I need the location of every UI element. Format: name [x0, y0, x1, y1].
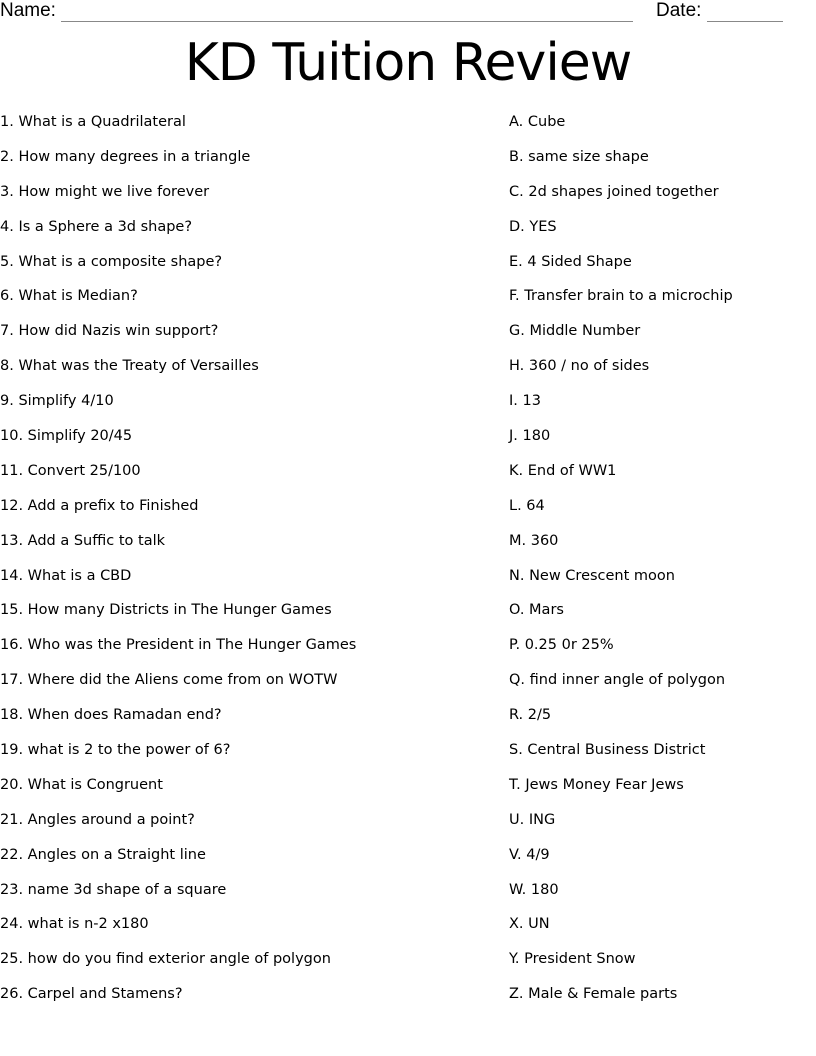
answer-item: X. UN — [509, 916, 550, 933]
answer-item: T. Jews Money Fear Jews — [509, 776, 684, 793]
answer-item: L. 64 — [509, 497, 545, 514]
answer-item: G. Middle Number — [509, 323, 641, 340]
answers-column — [509, 112, 733, 1019]
answer-item: A. Cube — [509, 114, 566, 130]
question-item: 16. Who was the President in The Hunger Games — [0, 637, 357, 654]
question-item: 11. Convert 25/100 — [0, 462, 141, 479]
answer-item: H. 360 / no of sides — [509, 358, 650, 375]
question-item: 21. Angles around a point? — [0, 811, 195, 828]
answer-item: S. Central Business District — [509, 742, 706, 759]
answer-item: B. same size shape — [509, 148, 649, 165]
date-field[interactable] — [656, 0, 783, 22]
answer-item: U. ING — [509, 811, 556, 828]
answer-item: W. 180 — [509, 881, 559, 898]
question-item: 23. name 3d shape of a square — [0, 881, 227, 898]
answer-item: E. 4 Sided Shape — [509, 253, 632, 270]
question-item: 2. How many degrees in a triangle — [0, 148, 251, 165]
answer-item: V. 4/9 — [509, 846, 550, 863]
answer-item: K. End of WW1 — [509, 462, 617, 479]
question-item: 12. Add a prefix to Finished — [0, 497, 199, 514]
question-item: 10. Simplify 20/45 — [0, 428, 133, 445]
question-item: 4. Is a Sphere a 3d shape? — [0, 218, 193, 235]
question-item: 20. What is Congruent — [0, 776, 163, 793]
question-item: 5. What is a composite shape? — [0, 253, 223, 270]
question-item: 17. Where did the Aliens come from on WOTW — [0, 672, 338, 689]
name-label: Name: — [0, 0, 56, 21]
question-item: 9. Simplify 4/10 — [0, 393, 114, 410]
page-title: KD Tuition Review — [184, 33, 632, 93]
answer-item: I. 13 — [509, 393, 541, 410]
questions-column — [0, 112, 356, 1019]
answer-item: N. New Crescent moon — [509, 567, 675, 584]
question-item: 3. How might we live forever — [0, 183, 210, 200]
answer-item: O. Mars — [509, 602, 564, 619]
question-item: 26. Carpel and Stamens? — [0, 986, 183, 1003]
question-item: 14. What is a CBD — [0, 567, 132, 584]
answer-item: C. 2d shapes joined together — [509, 183, 719, 200]
name-line[interactable] — [61, 4, 633, 22]
question-item: 18. When does Ramadan end? — [0, 707, 222, 724]
question-item: 19. what is 2 to the power of 6? — [0, 742, 231, 759]
question-item: 24. what is n-2 x180 — [0, 916, 149, 933]
question-item: 22. Angles on a Straight line — [0, 846, 206, 863]
question-item: 1. What is a Quadrilateral — [0, 114, 186, 130]
answer-item: Q. find inner angle of polygon — [509, 672, 726, 689]
answer-item: J. 180 — [509, 428, 551, 445]
name-field[interactable] — [0, 0, 633, 22]
answer-item: F. Transfer brain to a microchip — [509, 288, 733, 305]
question-item: 6. What is Median? — [0, 288, 138, 305]
date-line[interactable] — [707, 4, 783, 22]
question-item: 7. How did Nazis win support? — [0, 323, 219, 340]
question-item: 8. What was the Treaty of Versailles — [0, 358, 259, 375]
date-label: Date: — [656, 0, 702, 21]
question-item: 13. Add a Suffic to talk — [0, 532, 166, 549]
answer-item: D. YES — [509, 218, 557, 235]
answer-item: M. 360 — [509, 532, 559, 549]
answer-item: Z. Male & Female parts — [509, 986, 678, 1003]
question-item: 15. How many Districts in The Hunger Games — [0, 602, 332, 619]
question-item: 25. how do you find exterior angle of polygon — [0, 951, 331, 968]
answer-item: R. 2/5 — [509, 707, 552, 724]
answer-item: P. 0.25 0r 25% — [509, 637, 614, 654]
answer-item: Y. President Snow — [509, 951, 636, 968]
